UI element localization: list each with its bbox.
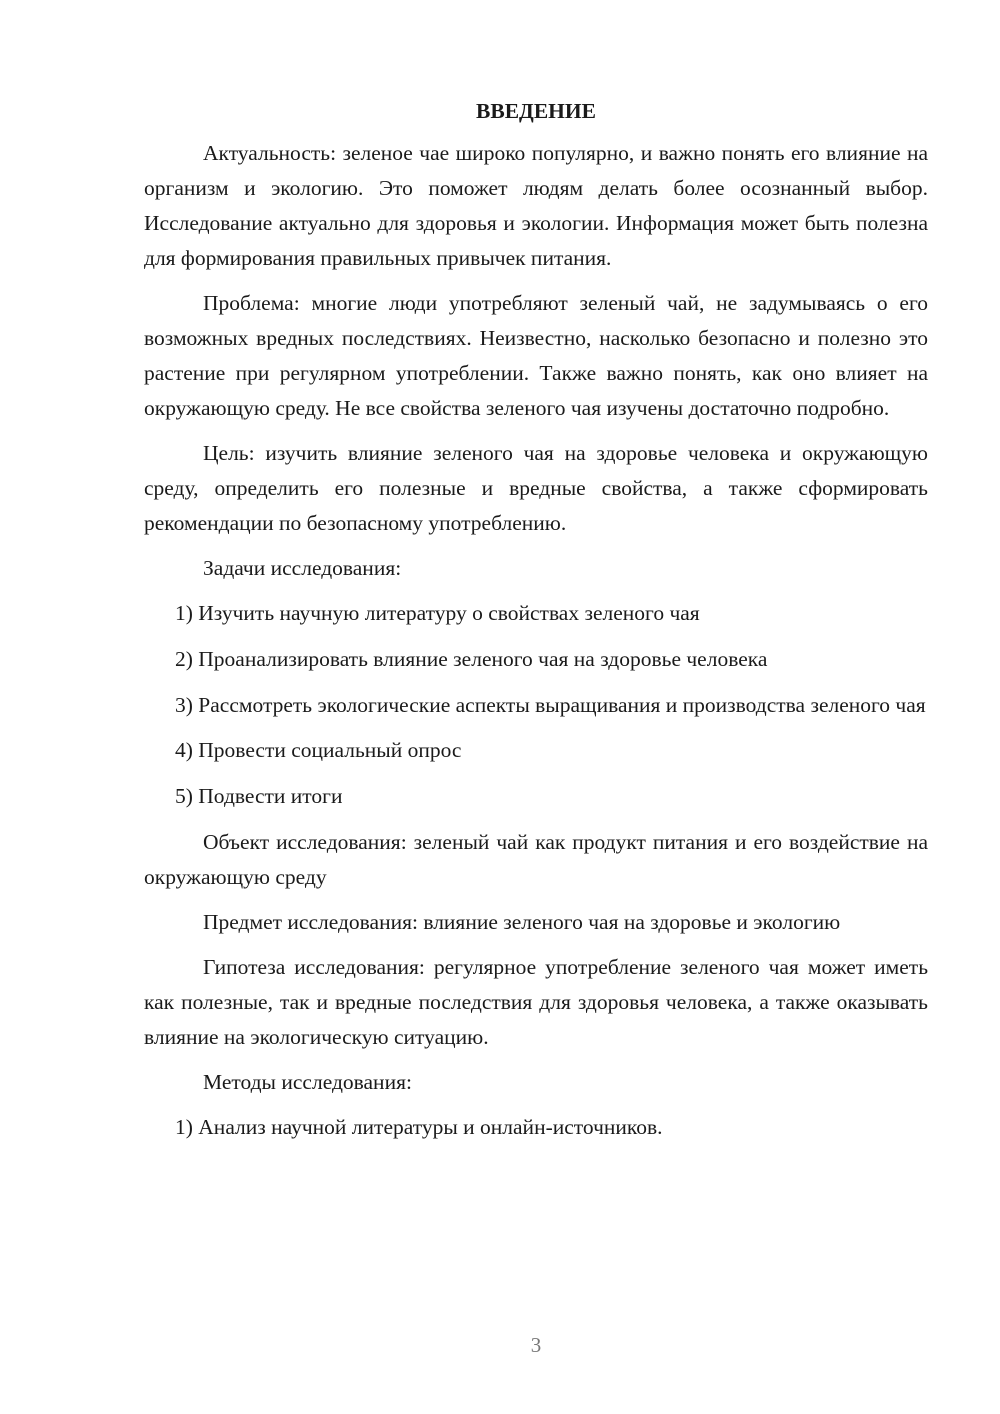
method-item-1: 1) Анализ научной литературы и онлайн-источников. <box>175 1115 663 1139</box>
task-item-2: 2) Проанализировать влияние зеленого чая на здоровье человека <box>175 647 768 671</box>
subject-paragraph: Предмет исследования: влияние зеленого чая на здоровье и экологию <box>203 910 841 934</box>
page-content <box>144 96 928 1156</box>
tasks-heading: Задачи исследования: <box>203 556 402 580</box>
problem-paragraph: Проблема: многие люди употребляют зеленый чай, не задумываясь о его возможных вредных последствиях. Неизвестно, насколько безопасно и полезно это растение при регулярном употреблении. Также важно понять, как оно влияет на окружающую среду. Не все свойства зеленого чая изучены достаточно подробно. <box>144 291 928 420</box>
goal-paragraph: Цель: изучить влияние зеленого чая на здоровье человека и окружающую среду, определить его полезные и вредные свойства, а также сформировать рекомендации по безопасному употреблению. <box>144 441 928 535</box>
relevance-paragraph: Актуальность: зеленое чае широко популярно, и важно понять его влияние на организм и экологию. Это поможет людям делать более осознанный выбор. Исследование актуально для здоровья и экологии. Информация может быть полезна для формирования правильных привычек питания. <box>144 141 928 270</box>
page-number: 3 <box>530 1333 542 1357</box>
task-item-3: 3) Рассмотреть экологические аспекты выращивания и производства зеленого чая <box>175 693 926 717</box>
methods-heading: Методы исследования: <box>203 1070 412 1094</box>
task-item-1: 1) Изучить научную литературу о свойствах зеленого чая <box>175 601 700 625</box>
object-paragraph: Объект исследования: зеленый чай как продукт питания и его воздействие на окружающую среду <box>144 830 928 889</box>
section-heading: ВВЕДЕНИЕ <box>476 99 596 123</box>
hypothesis-paragraph: Гипотеза исследования: регулярное употребление зеленого чая может иметь как полезные, так и вредные последствия для здоровья человека, а также оказывать влияние на экологическую ситуацию. <box>144 955 928 1049</box>
task-item-4: 4) Провести социальный опрос <box>175 738 462 762</box>
task-item-5: 5) Подвести итоги <box>175 784 343 808</box>
